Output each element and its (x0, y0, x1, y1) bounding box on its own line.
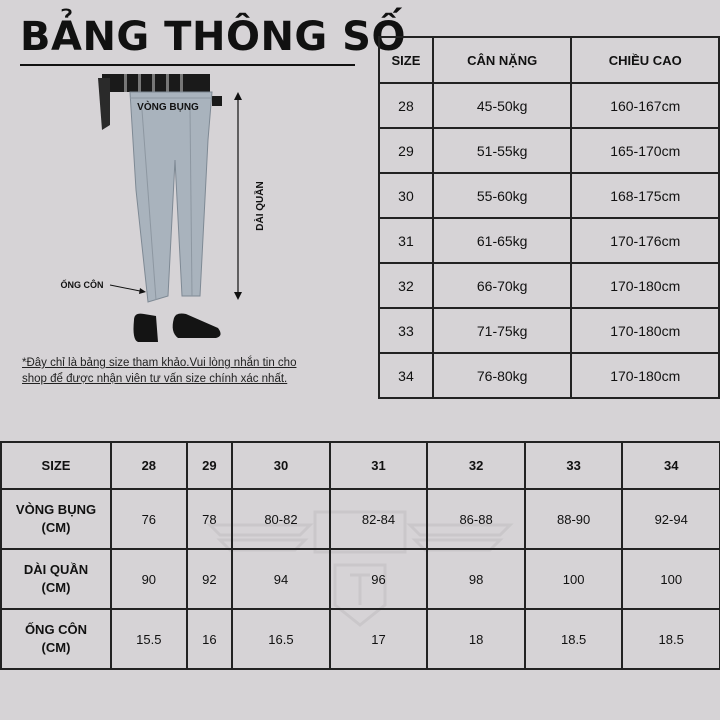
size-spec-table (0, 441, 720, 670)
spec-value-cell: 15.5 (111, 609, 187, 669)
title-underline (20, 64, 355, 66)
cell-weight: 66-70kg (433, 263, 572, 308)
spec-value-cell: 88-90 (525, 489, 623, 549)
spec-value-cell: 86-88 (427, 489, 525, 549)
spec-value-cell: 76 (111, 489, 187, 549)
shirt-hem (102, 74, 210, 92)
spec-table-body (1, 442, 720, 669)
cell-weight: 76-80kg (433, 353, 572, 398)
spec-size-header: 32 (427, 442, 525, 489)
spec-row-label (1, 489, 111, 549)
spec-size-header: 30 (232, 442, 330, 489)
spec-value-cell: 100 (525, 549, 623, 609)
spec-size-header: 29 (187, 442, 233, 489)
table-row (379, 263, 719, 308)
note-line-2: shop để được nhận viên tư vấn size chính xác nhất. (22, 373, 288, 385)
spec-value-cell: 82-84 (330, 489, 428, 549)
spec-size-header: 31 (330, 442, 428, 489)
page-title: BẢNG THÔNG SỐ (20, 14, 406, 60)
table-row (379, 308, 719, 353)
spec-header-row (1, 442, 720, 489)
table-row (379, 128, 719, 173)
cell-height: 170-180cm (571, 308, 719, 353)
spec-value-cell: 98 (427, 549, 525, 609)
cell-size: 29 (379, 128, 433, 173)
pants-figure (60, 70, 290, 360)
spec-size-header: 28 (111, 442, 187, 489)
spec-row-label-line: (CM) (41, 640, 71, 655)
spec-value-cell: 16 (187, 609, 233, 669)
cell-height: 160-167cm (571, 83, 719, 128)
cell-weight: 61-65kg (433, 218, 572, 263)
spec-value-cell: 100 (622, 549, 720, 609)
cell-size: 30 (379, 173, 433, 218)
header-size: SIZE (379, 37, 433, 83)
leg-label: ỐNG CÔN (60, 280, 104, 290)
table-row (379, 83, 719, 128)
spec-value-cell: 80-82 (232, 489, 330, 549)
spec-value-cell: 18.5 (525, 609, 623, 669)
spec-row-label-line: ỐNG CÔN (24, 622, 88, 637)
spec-row-label-line: DÀI QUẦN (23, 562, 89, 577)
cell-weight: 55-60kg (433, 173, 572, 218)
spec-value-cell: 16.5 (232, 609, 330, 669)
right-shoe (173, 314, 221, 339)
waist-label: VÒNG BỤNG (137, 102, 199, 113)
spec-value-cell: 90 (111, 549, 187, 609)
spec-value-cell: 92-94 (622, 489, 720, 549)
spec-value-cell: 17 (330, 609, 428, 669)
note-line-1: *Đây chỉ là bảng size tham khảo.Vui lòng nhắn tin cho (22, 357, 297, 369)
spec-value-cell: 96 (330, 549, 428, 609)
spec-row-label-line: VÒNG BỤNG (15, 502, 97, 517)
spec-row-label (1, 609, 111, 669)
cell-height: 170-180cm (571, 353, 719, 398)
cell-size: 31 (379, 218, 433, 263)
spec-value-cell: 92 (187, 549, 233, 609)
cell-height: 170-176cm (571, 218, 719, 263)
spec-header-label: SIZE (1, 442, 111, 489)
cell-size: 33 (379, 308, 433, 353)
table-row (1, 489, 720, 549)
table-row (1, 609, 720, 669)
left-shoe (134, 314, 159, 342)
length-label: DÀI QUẦN (255, 181, 266, 231)
spec-row-label-line: (CM) (41, 580, 71, 595)
spec-size-header: 33 (525, 442, 623, 489)
spec-row-label (1, 549, 111, 609)
cell-weight: 51-55kg (433, 128, 572, 173)
cell-weight: 71-75kg (433, 308, 572, 353)
cell-size: 32 (379, 263, 433, 308)
table-header-row (379, 37, 719, 83)
cell-size: 34 (379, 353, 433, 398)
size-note (22, 355, 352, 387)
table-row (379, 218, 719, 263)
cell-height: 168-175cm (571, 173, 719, 218)
cell-height: 165-170cm (571, 128, 719, 173)
table-row (1, 549, 720, 609)
spec-size-header: 34 (622, 442, 720, 489)
table-row (379, 353, 719, 398)
pants-shape (130, 92, 212, 302)
spec-value-cell: 18.5 (622, 609, 720, 669)
spec-value-cell: 94 (232, 549, 330, 609)
size-weight-height-table (378, 36, 720, 399)
cell-weight: 45-50kg (433, 83, 572, 128)
spec-value-cell: 18 (427, 609, 525, 669)
size-table-body (379, 83, 719, 398)
cell-height: 170-180cm (571, 263, 719, 308)
header-weight: CÂN NẶNG (433, 37, 572, 83)
cell-size: 28 (379, 83, 433, 128)
spec-row-label-line: (CM) (41, 520, 71, 535)
table-row (379, 173, 719, 218)
spec-value-cell: 78 (187, 489, 233, 549)
header-height: CHIỀU CAO (571, 37, 719, 83)
